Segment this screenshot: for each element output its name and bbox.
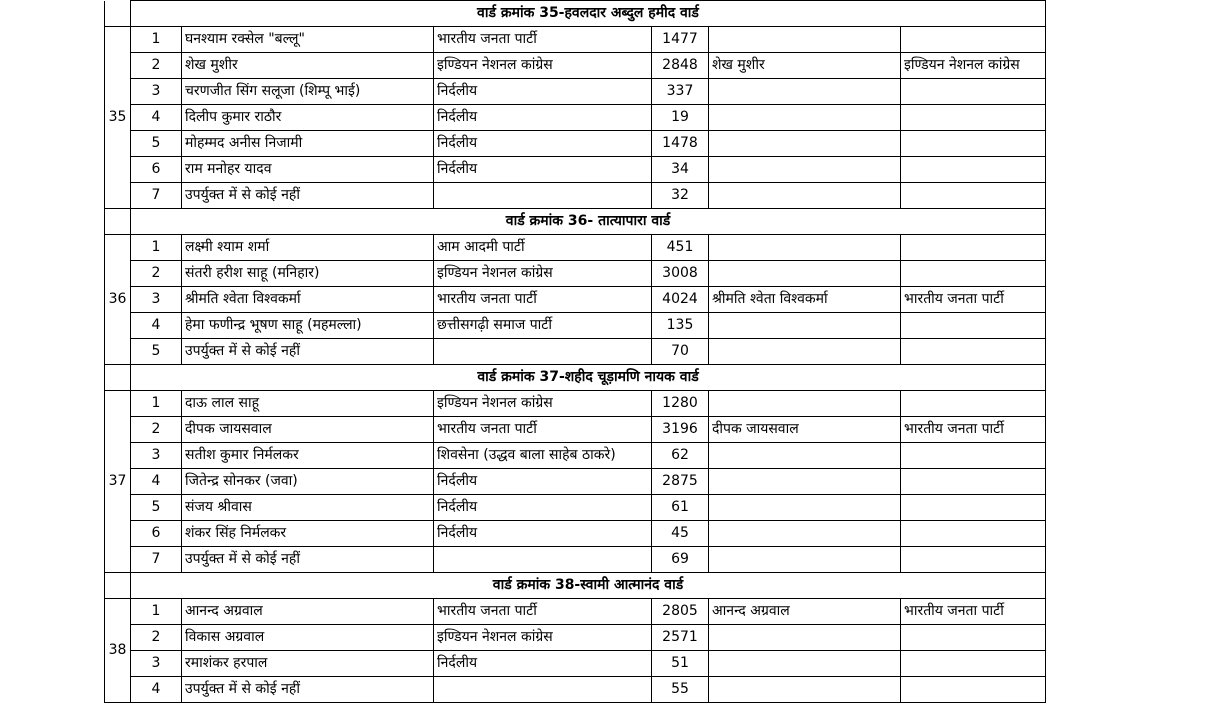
winner-party	[901, 261, 1046, 287]
table-row	[105, 625, 1046, 651]
vote-count: 1280	[652, 391, 709, 417]
candidate-party: आम आदमी पार्टी	[434, 235, 652, 261]
serial-number: 4	[131, 105, 182, 131]
winner-party: इण्डियन नेशनल कांग्रेस	[901, 53, 1046, 79]
table-row	[105, 521, 1046, 547]
candidate-name: राम मनोहर यादव	[182, 157, 434, 183]
table-row	[105, 27, 1046, 53]
vote-count: 32	[652, 183, 709, 209]
candidate-name: हेमा फणीन्द्र भूषण साहू (महमल्ला)	[182, 313, 434, 339]
candidate-name: उपर्युक्त में से कोई नहीं	[182, 547, 434, 573]
winner-party	[901, 677, 1046, 703]
election-results-sheet	[104, 0, 1046, 703]
header-lead-cell	[105, 209, 131, 235]
candidate-party	[434, 339, 652, 365]
winner-name: दीपक जायसवाल	[709, 417, 901, 443]
candidate-party: निर्दलीय	[434, 105, 652, 131]
vote-count: 3008	[652, 261, 709, 287]
candidate-name: शंकर सिंह निर्मलकर	[182, 521, 434, 547]
candidate-party: निर्दलीय	[434, 651, 652, 677]
candidate-party: छत्तीसगढ़ी समाज पार्टी	[434, 313, 652, 339]
ward-header-row	[105, 573, 1046, 599]
winner-name	[709, 469, 901, 495]
winner-name	[709, 495, 901, 521]
winner-party	[901, 547, 1046, 573]
winner-party	[901, 131, 1046, 157]
winner-name	[709, 157, 901, 183]
vote-count: 2571	[652, 625, 709, 651]
winner-party	[901, 651, 1046, 677]
table-row	[105, 391, 1046, 417]
winner-party	[901, 313, 1046, 339]
serial-number: 4	[131, 313, 182, 339]
ward-title: वार्ड क्रमांक 37-शहीद चूड़ामणि नायक वार्ड	[131, 365, 1046, 391]
vote-count: 1478	[652, 131, 709, 157]
serial-number: 6	[131, 157, 182, 183]
table-row	[105, 339, 1046, 365]
candidate-name: दिलीप कुमार राठौर	[182, 105, 434, 131]
winner-party	[901, 391, 1046, 417]
vote-count: 337	[652, 79, 709, 105]
table-row	[105, 261, 1046, 287]
winner-party	[901, 79, 1046, 105]
winner-name	[709, 79, 901, 105]
candidate-party: भारतीय जनता पार्टी	[434, 27, 652, 53]
serial-number: 1	[131, 27, 182, 53]
candidate-party: इण्डियन नेशनल कांग्रेस	[434, 261, 652, 287]
ward-header-row	[105, 1, 1046, 27]
winner-name: श्रीमति श्वेता विश्वकर्मा	[709, 287, 901, 313]
candidate-name: आनन्द अग्रवाल	[182, 599, 434, 625]
candidate-name: संतरी हरीश साहू (मनिहार)	[182, 261, 434, 287]
serial-number: 4	[131, 469, 182, 495]
winner-party	[901, 235, 1046, 261]
winner-party	[901, 521, 1046, 547]
candidate-name: चरणजीत सिंग सलूजा (शिम्पू भाई)	[182, 79, 434, 105]
serial-number: 6	[131, 521, 182, 547]
candidate-name: लक्ष्मी श्याम शर्मा	[182, 235, 434, 261]
serial-number: 5	[131, 495, 182, 521]
winner-name: आनन्द अग्रवाल	[709, 599, 901, 625]
winner-name	[709, 391, 901, 417]
ward-number: 35	[105, 27, 131, 209]
candidate-name: रमाशंकर हरपाल	[182, 651, 434, 677]
serial-number: 7	[131, 547, 182, 573]
winner-party	[901, 625, 1046, 651]
table-row	[105, 651, 1046, 677]
candidate-name: मोहम्मद अनीस निजामी	[182, 131, 434, 157]
candidate-name: उपर्युक्त में से कोई नहीं	[182, 183, 434, 209]
serial-number: 1	[131, 599, 182, 625]
table-row	[105, 157, 1046, 183]
candidate-party: शिवसेना (उद्धव बाला साहेब ठाकरे)	[434, 443, 652, 469]
serial-number: 2	[131, 417, 182, 443]
candidate-name: घनश्याम रक्सेल "बल्लू"	[182, 27, 434, 53]
candidate-party: भारतीय जनता पार्टी	[434, 287, 652, 313]
candidate-party: निर्दलीय	[434, 495, 652, 521]
serial-number: 3	[131, 651, 182, 677]
winner-party: भारतीय जनता पार्टी	[901, 287, 1046, 313]
winner-name: शेख मुशीर	[709, 53, 901, 79]
winner-party: भारतीय जनता पार्टी	[901, 599, 1046, 625]
table-row	[105, 417, 1046, 443]
vote-count: 451	[652, 235, 709, 261]
winner-name	[709, 313, 901, 339]
serial-number: 2	[131, 53, 182, 79]
table-row	[105, 599, 1046, 625]
winner-party: भारतीय जनता पार्टी	[901, 417, 1046, 443]
table-row	[105, 443, 1046, 469]
serial-number: 5	[131, 339, 182, 365]
table-row	[105, 313, 1046, 339]
candidate-name: उपर्युक्त में से कोई नहीं	[182, 677, 434, 703]
serial-number: 3	[131, 443, 182, 469]
candidate-name: उपर्युक्त में से कोई नहीं	[182, 339, 434, 365]
ward-title: वार्ड क्रमांक 38-स्वामी आत्मानंद वार्ड	[131, 573, 1046, 599]
candidate-name: शेख मुशीर	[182, 53, 434, 79]
table-row	[105, 53, 1046, 79]
candidate-name: संजय श्रीवास	[182, 495, 434, 521]
table-row	[105, 79, 1046, 105]
winner-name	[709, 183, 901, 209]
serial-number: 3	[131, 79, 182, 105]
ward-header-row	[105, 365, 1046, 391]
vote-count: 2875	[652, 469, 709, 495]
winner-party	[901, 443, 1046, 469]
vote-count: 69	[652, 547, 709, 573]
winner-party	[901, 157, 1046, 183]
table-row	[105, 469, 1046, 495]
winner-party	[901, 105, 1046, 131]
vote-count: 51	[652, 651, 709, 677]
ward-number: 38	[105, 599, 131, 703]
candidate-name: दीपक जायसवाल	[182, 417, 434, 443]
candidate-party	[434, 677, 652, 703]
candidate-party: भारतीय जनता पार्टी	[434, 599, 652, 625]
vote-count: 62	[652, 443, 709, 469]
winner-name	[709, 521, 901, 547]
table-row	[105, 547, 1046, 573]
table-row	[105, 287, 1046, 313]
serial-number: 4	[131, 677, 182, 703]
candidate-party: इण्डियन नेशनल कांग्रेस	[434, 391, 652, 417]
candidate-party: निर्दलीय	[434, 79, 652, 105]
winner-name	[709, 27, 901, 53]
serial-number: 2	[131, 261, 182, 287]
table-row	[105, 105, 1046, 131]
candidate-party: निर्दलीय	[434, 521, 652, 547]
vote-count: 70	[652, 339, 709, 365]
candidate-party	[434, 547, 652, 573]
vote-count: 4024	[652, 287, 709, 313]
candidate-party: भारतीय जनता पार्टी	[434, 417, 652, 443]
serial-number: 7	[131, 183, 182, 209]
serial-number: 2	[131, 625, 182, 651]
table-row	[105, 495, 1046, 521]
candidate-name: सतीश कुमार निर्मलकर	[182, 443, 434, 469]
ward-number: 37	[105, 391, 131, 573]
winner-name	[709, 261, 901, 287]
winner-party	[901, 339, 1046, 365]
vote-count: 55	[652, 677, 709, 703]
candidate-party: इण्डियन नेशनल कांग्रेस	[434, 625, 652, 651]
winner-party	[901, 469, 1046, 495]
vote-count: 61	[652, 495, 709, 521]
header-lead-cell	[105, 573, 131, 599]
results-table	[104, 0, 1046, 703]
vote-count: 19	[652, 105, 709, 131]
winner-name	[709, 625, 901, 651]
candidate-name: जितेन्द्र सोनकर (जवा)	[182, 469, 434, 495]
winner-name	[709, 131, 901, 157]
ward-title: वार्ड क्रमांक 35-हवलदार अब्दुल हमीद वार्ड	[131, 1, 1046, 27]
candidate-party: निर्दलीय	[434, 157, 652, 183]
winner-party	[901, 495, 1046, 521]
ward-number: 36	[105, 235, 131, 365]
winner-party	[901, 183, 1046, 209]
table-row	[105, 235, 1046, 261]
candidate-party: निर्दलीय	[434, 469, 652, 495]
vote-count: 3196	[652, 417, 709, 443]
winner-name	[709, 339, 901, 365]
vote-count: 135	[652, 313, 709, 339]
vote-count: 34	[652, 157, 709, 183]
vote-count: 45	[652, 521, 709, 547]
candidate-party	[434, 183, 652, 209]
vote-count: 2805	[652, 599, 709, 625]
serial-number: 1	[131, 391, 182, 417]
header-lead-cell	[105, 365, 131, 391]
table-row	[105, 677, 1046, 703]
serial-number: 3	[131, 287, 182, 313]
serial-number: 1	[131, 235, 182, 261]
winner-name	[709, 677, 901, 703]
candidate-party: इण्डियन नेशनल कांग्रेस	[434, 53, 652, 79]
winner-name	[709, 651, 901, 677]
candidate-name: दाऊ लाल साहू	[182, 391, 434, 417]
vote-count: 2848	[652, 53, 709, 79]
serial-number: 5	[131, 131, 182, 157]
candidate-name: श्रीमति श्वेता विश्वकर्मा	[182, 287, 434, 313]
table-row	[105, 131, 1046, 157]
winner-party	[901, 27, 1046, 53]
winner-name	[709, 547, 901, 573]
winner-name	[709, 443, 901, 469]
candidate-name: विकास अग्रवाल	[182, 625, 434, 651]
header-lead-cell	[105, 1, 131, 27]
candidate-party: निर्दलीय	[434, 131, 652, 157]
winner-name	[709, 235, 901, 261]
ward-title: वार्ड क्रमांक 36- तात्यापारा वार्ड	[131, 209, 1046, 235]
vote-count: 1477	[652, 27, 709, 53]
results-table-body	[105, 1, 1046, 703]
winner-name	[709, 105, 901, 131]
table-row	[105, 183, 1046, 209]
ward-header-row	[105, 209, 1046, 235]
